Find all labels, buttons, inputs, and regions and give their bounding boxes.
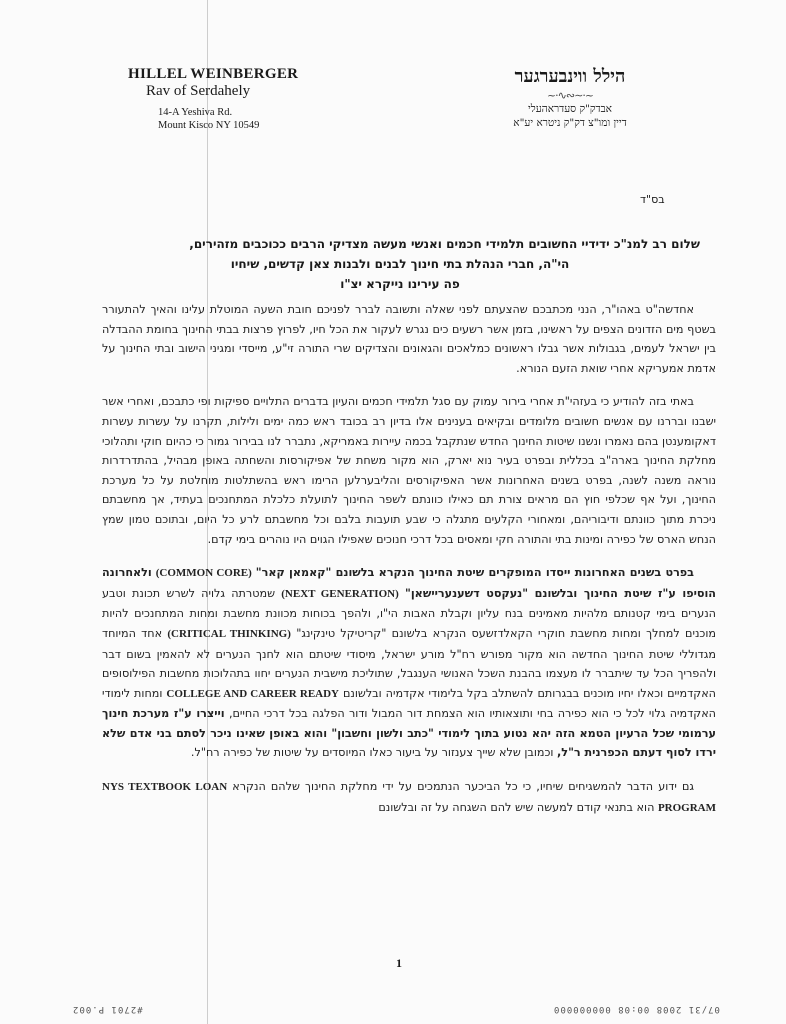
header-mark: בס"ד <box>640 193 665 206</box>
fax-footer-right: 07/31 2008 00:08 000000000 <box>553 1004 720 1014</box>
greeting <box>100 234 700 294</box>
address-line-1: 14-A Yeshiva Rd. <box>158 107 233 118</box>
letterhead-title-en: Rav of Serdahely <box>146 83 251 99</box>
letterhead-address <box>128 106 308 132</box>
paragraph-1: אחדשה"ט באהו"ר, הנני מכתבכם שהצעתם לפני שאלה ותשובה לברר לפניכם חובת השעה המוטלת עלינו והאיך להתעורר בשטף מים הזדונים הצפים על ראשינו, בזמן אשר רשעים כים נגרש לעקור את הכל חיו, לפרוץ פרצות בבתי החינוך בחומת ההבדלה בין ישראל לעמים, בגבולות אשר גבלו ראשונים כמלאכים והגאונים והצדיקים שרי התורה זי"ע, מייסדי ומגיני הישוב ובתי החינוך על אדמת אמעריקא אחרי שואת הזעם הנורא. <box>102 303 716 375</box>
paragraph-3 <box>102 563 716 763</box>
p3-next-gen-intro: ולאחרונה הוסיפו ע"ז שיטת החינוך ובלשונם "נעקסט דשענעריישאן" <box>102 566 716 600</box>
p4-after: הוא בתנאי קודם למעשה שיש להם השגחה על זה ובלשונם <box>378 800 655 814</box>
page-number: 1 <box>396 956 402 970</box>
term-common-core: (COMMON CORE) <box>155 567 252 580</box>
term-nys-textbook-loan: NYS TEXTBOOK LOAN PROGRAM <box>102 781 716 814</box>
p3-bold-passage: וייצרו ע"ז מערכת חינוך ערמומי שכל הרעיון הטמא הזה יהא נטוע בתוך לימודי "כתב ולשון וחשבון" והוא באופן שאינו ניכר לסתם בני אדם שלא ירדו לסוף דעתם הכפרנית ר"ל, <box>102 707 716 760</box>
greeting-line-1: שלום רב למנ"כ ידידיי החשובים תלמידי חכמים ואנשי מעשה מצדיקי הרבים ככוכבים מזהירים, <box>189 237 700 251</box>
paragraph-4 <box>102 777 716 818</box>
term-next-generation: (NEXT GENERATION) <box>281 587 399 600</box>
letter-body <box>102 300 716 832</box>
letterhead-english <box>128 66 308 132</box>
fax-footer-left: #2701 P.002 <box>72 1004 143 1014</box>
letterhead-he-line-1: אבדק"ק סעדראהעלי <box>528 103 612 115</box>
term-college-career-ready: COLLEGE AND CAREER READY <box>166 687 339 700</box>
greeting-line-3: פה עירינו נייקרא יצ"ו <box>340 277 460 291</box>
letterhead-hebrew <box>470 66 670 130</box>
p3-ending: וכמובן שלא שייך צענזור על ביעור כאלו המיוסדים על שיטות של כפירה רח"ל. <box>190 746 554 760</box>
address-line-2: Mount Kisco NY 10549 <box>158 120 260 131</box>
paragraph-2: באתי בזה להודיע כי בעזהי"ת אחרי בירור עמוק עם סגל תלמידי חכמים והעיון בדברים התלויים ספיקות ופי כתבכם, ואחרי אשר ישבנו ובררנו עם אנשים חשובים מלומדים ובקיאים בענינים אלו בדיון רב בכובד ראש כמה ימים ולילות, תקרנו על עשרות עשרות דאקומענטן בהם נאמרו ונשנו שיטות החינוך החדש שנתקבל בכמה עיירות באמריקא, נתברר לנו בבירור גמור כי כהיום חוקי ותהלוכי מחלקת החינוך בארה"ב בכללית ובפרט בעיר נוא יארק, הוא מקור משחת של אפיקורסות והשחתה באופן מבהיל, בהתדרדרות נוראה משנה לשנה, בפרט בשנים האחרונות אשר האפיקורסים והליבערלען הרימו ראש בהשתלטות מוחלטת על כל מערכת החינוך, ועל אף שכלפי חוץ הם מראים צורת תם כאילו כוונתם לשפר החינוך לתועלת כלכלת המתחנכים בעתיד, אך מחשבתם ניכרת מתוך כוונתם ודיבוריהם, ומאחורי הקלעים מתגלה כי שבע תועבות בלבם וכל מחשבתם לרע כל היום, ובתוכם טמון שמץ הנחש הארס של כפירה ומינות בתי והתורה חקי ומאסים בכל דרכי חנוכים שאפילו הגוים היו נוהרים בימי קדם. <box>102 395 716 546</box>
letterhead-name-en: HILLEL WEINBERGER <box>128 66 299 82</box>
ornament-flourish-icon: ~·∽∾∿·~ <box>546 89 594 102</box>
p3-college-intro: אחד המיוחד מגדוללי שיטת החינוך החדשה הוא מקור מפורש רח"ל מורע ישראל, מיסודי שיטתם הוא לחנך הנערים לא להאמין בשום דבר ולהפריך הכל עד שיתברר לו מעצמו בהבנת השכל האנושי הענגבל, שתוליכת מישבית הנערים יחוו בתהלוכות מחשבות הפילוסופים האקדמיים וכאלו יחיו מוכנים בבגרותם להשתלב בקל בלימודי אקדמיה ובלשונם <box>102 626 716 700</box>
greeting-line-2: הי"ה, חברי הנהלת בתי חינוך לבנים ולבנות צאן קדשים, שיחיו <box>230 257 570 271</box>
p3-critical-intro: שמטרתה גלויה לשרש תכונת וטבע הנערים בימי קטנותם מלהיות מאמינים בנח עליון וקבלת האבות הי"ו, ולהפך בכוחות מכוונת מחשבת ומחות המתחנכים להיות מוכנים למחלך ומחות מחשבת חוקרי הקאלדזשעס הנקרא בלשונם "קריטיקל טינקינג" <box>102 586 716 640</box>
letterhead-name-he: הילל ווינבערגער <box>514 66 626 87</box>
p3-after-college: ומחות לימודי האקדמיה גלוי לכל כי הוא כפירה בחי ותוצאותיו הוא הצמחת דור המבול ודור הפלגה בכל דרכי החיים, <box>102 686 716 721</box>
p4-intro: גם ידוע הדבר להמשגיחים שיחיו, כי כל הביכער הנתמכים על ידי מחלקת החינוך שלהם הנקרא <box>232 780 694 794</box>
p3-common-core-intro: בפרט בשנים האחרונות ייסדו המופקרים שיטת החינוך הנקרא בלשונם "קאמאן קאר" <box>255 566 694 580</box>
term-critical-thinking: (CRITICAL THINKING) <box>167 627 291 640</box>
letterhead-he-line-2: דיין ומו"צ דק"ק ניטרא יע"א <box>513 117 627 129</box>
